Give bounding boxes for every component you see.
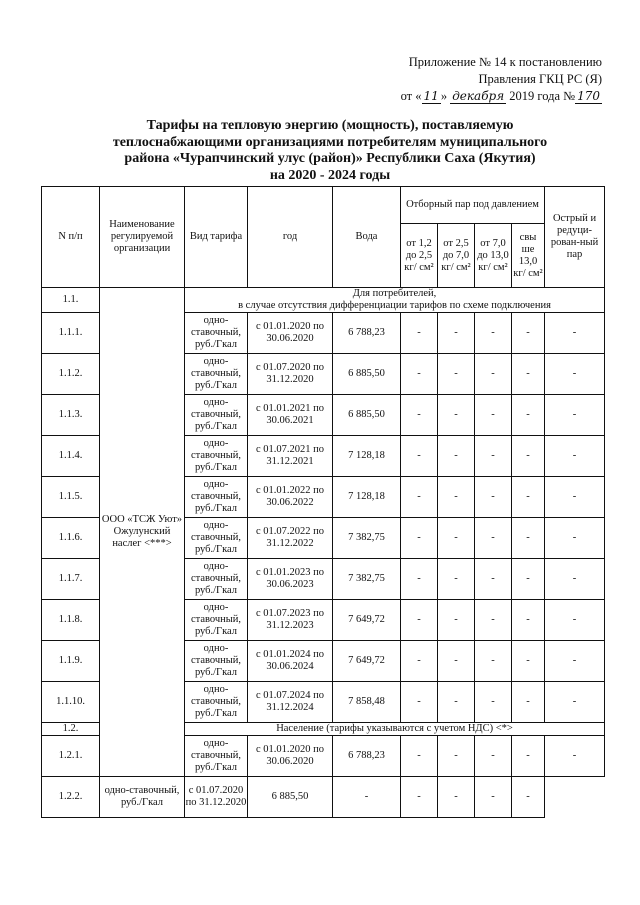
tariff-period: с 01.01.2022 по 30.06.2022	[248, 477, 333, 518]
header-pressure-1: от 1,2 до 2,5 кг/ см²	[401, 224, 438, 288]
tariff-period: с 01.07.2020 по 31.12.2020	[248, 354, 333, 395]
pressure-2-value: -	[401, 777, 438, 818]
pressure-1-value: -	[401, 354, 438, 395]
appendix-line-2: Правления ГКЦ РС (Я)	[478, 72, 602, 86]
section-row-1	[42, 288, 605, 313]
pressure-2-value: -	[438, 518, 475, 559]
title-line-2: теплоснабжающими организациями потребителям муниципального	[112, 134, 548, 150]
pressure-3-value: -	[475, 313, 512, 354]
pressure-2-value: -	[438, 313, 475, 354]
row-num: 1.1.1.	[42, 313, 100, 354]
section-title-line-2: в случае отсутствия дифференциации тарифов по схеме подключения	[238, 300, 551, 311]
pressure-4-value: -	[512, 518, 545, 559]
section-num: 1.1.	[42, 288, 100, 313]
water-tariff: 7 382,75	[333, 518, 401, 559]
row-num: 1.1.7.	[42, 559, 100, 600]
pressure-2-value: -	[438, 477, 475, 518]
acute-steam-value: -	[545, 682, 605, 723]
pressure-3-value: -	[475, 682, 512, 723]
pressure-2-value: -	[438, 395, 475, 436]
water-tariff: 7 858,48	[333, 682, 401, 723]
pressure-2-value: -	[438, 559, 475, 600]
acute-steam-value: -	[545, 477, 605, 518]
water-tariff: 7 128,18	[333, 436, 401, 477]
acute-steam-value: -	[545, 559, 605, 600]
pressure-3-value: -	[475, 641, 512, 682]
pressure-2-value: -	[438, 436, 475, 477]
row-num: 1.1.6.	[42, 518, 100, 559]
pressure-4-value: -	[512, 477, 545, 518]
pressure-2-value: -	[438, 736, 475, 777]
header-num: N п/п	[42, 187, 100, 288]
pressure-3-value: -	[475, 518, 512, 559]
appendix-date-line	[342, 88, 602, 105]
pressure-4-value: -	[512, 600, 545, 641]
pressure-3-value: -	[475, 600, 512, 641]
acute-steam-value: -	[545, 600, 605, 641]
pressure-4-value: -	[512, 395, 545, 436]
pressure-2-value: -	[438, 600, 475, 641]
pressure-3-value: -	[475, 559, 512, 600]
pressure-1-value: -	[401, 600, 438, 641]
title-line-1: Тарифы на тепловую энергию (мощность), поставляемую	[146, 118, 514, 133]
pressure-4-value: -	[512, 641, 545, 682]
tariff-type: одно-ставочный, руб./Гкал	[185, 395, 248, 436]
pressure-1-value: -	[401, 313, 438, 354]
tariff-period: с 01.01.2023 по 30.06.2023	[248, 559, 333, 600]
row-num: 1.1.9.	[42, 641, 100, 682]
pressure-4-value: -	[512, 682, 545, 723]
tariff-type: одно-ставочный, руб./Гкал	[185, 559, 248, 600]
header-pressure-3: от 7,0 до 13,0 кг/ см²	[475, 224, 512, 288]
header-year: год	[248, 187, 333, 288]
tariff-period: с 01.01.2020 по 30.06.2020	[248, 313, 333, 354]
header-tariff-type: Вид тарифа	[185, 187, 248, 288]
date-year: 2019 года №	[509, 89, 576, 103]
tariff-period: с 01.07.2020 по 31.12.2020	[185, 777, 248, 818]
appendix-line-1: Приложение № 14 к постановлению	[408, 55, 602, 69]
header-organization: Наименование регулируемой организации	[100, 187, 185, 288]
date-mid: »	[440, 89, 448, 103]
section-title-line-1: Для потребителей,	[352, 288, 437, 299]
header-steam-group: Отборный пар под давлением	[401, 187, 545, 224]
title-line-4: на 2020 - 2024 годы	[269, 167, 391, 183]
section-title	[185, 288, 605, 313]
pressure-3-value: -	[475, 436, 512, 477]
pressure-4-value: -	[512, 354, 545, 395]
pressure-2-value: -	[438, 354, 475, 395]
water-tariff: 6 788,23	[333, 736, 401, 777]
water-tariff: 7 382,75	[333, 559, 401, 600]
acute-steam-value: -	[545, 395, 605, 436]
row-num: 1.1.5.	[42, 477, 100, 518]
row-num: 1.2.2.	[42, 777, 100, 818]
date-prefix: от «	[400, 89, 422, 103]
acute-steam-value: -	[545, 436, 605, 477]
water-tariff: 6 885,50	[333, 354, 401, 395]
tariff-type: одно-ставочный, руб./Гкал	[185, 518, 248, 559]
pressure-4-value: -	[475, 777, 512, 818]
row-num: 1.1.3.	[42, 395, 100, 436]
acute-steam-value: -	[545, 518, 605, 559]
water-tariff: 7 649,72	[333, 600, 401, 641]
pressure-1-value: -	[401, 477, 438, 518]
tariff-type: одно-ставочный, руб./Гкал	[185, 436, 248, 477]
water-tariff: 7 128,18	[333, 477, 401, 518]
pressure-3-value: -	[475, 477, 512, 518]
tariff-type: одно-ставочный, руб./Гкал	[100, 777, 185, 818]
organization-cell: ООО «ТСЖ Уют» Ожулунский наслег <***>	[100, 288, 185, 777]
row-num: 1.1.10.	[42, 682, 100, 723]
acute-steam-value: -	[512, 777, 545, 818]
tariff-period: с 01.01.2024 по 30.06.2024	[248, 641, 333, 682]
section-num: 1.2.	[42, 723, 100, 736]
acute-steam-value: -	[545, 354, 605, 395]
tariff-type: одно-ставочный, руб./Гкал	[185, 477, 248, 518]
appendix-header	[342, 54, 602, 105]
water-tariff: 6 885,50	[248, 777, 333, 818]
pressure-3-value: -	[475, 354, 512, 395]
pressure-4-value: -	[512, 559, 545, 600]
pressure-2-value: -	[438, 641, 475, 682]
tariff-type: одно-ставочный, руб./Гкал	[185, 600, 248, 641]
acute-steam-value: -	[545, 641, 605, 682]
tariff-period: с 01.01.2020 по 30.06.2020	[248, 736, 333, 777]
row-num: 1.2.1.	[42, 736, 100, 777]
tariff-table	[41, 186, 605, 818]
acute-steam-value: -	[545, 313, 605, 354]
pressure-4-value: -	[512, 313, 545, 354]
tariff-type: одно-ставочный, руб./Гкал	[185, 354, 248, 395]
title-line-3: района «Чурапчинский улус (район)» Республики Саха (Якутия)	[124, 151, 536, 166]
tariff-period: с 01.07.2024 по 31.12.2024	[248, 682, 333, 723]
tariff-period: с 01.07.2021 по 31.12.2021	[248, 436, 333, 477]
water-tariff: 6 788,23	[333, 313, 401, 354]
pressure-4-value: -	[512, 436, 545, 477]
handwritten-day: 11	[423, 89, 439, 103]
pressure-3-value: -	[438, 777, 475, 818]
header-water: Вода	[333, 187, 401, 288]
header-pressure-2: от 2,5 до 7,0 кг/ см²	[438, 224, 475, 288]
pressure-4-value: -	[512, 736, 545, 777]
section-title: Население (тарифы указываются с учетом НДС) <*>	[185, 723, 605, 736]
header-pressure-4: свы ше 13,0 кг/ см²	[512, 224, 545, 288]
row-num: 1.1.8.	[42, 600, 100, 641]
water-tariff: 7 649,72	[333, 641, 401, 682]
row-num: 1.1.4.	[42, 436, 100, 477]
pressure-1-value: -	[401, 518, 438, 559]
table-row	[42, 777, 605, 818]
tariff-type: одно-ставочный, руб./Гкал	[185, 736, 248, 777]
tariff-type: одно-ставочный, руб./Гкал	[185, 682, 248, 723]
pressure-1-value: -	[401, 395, 438, 436]
header-acute-steam: Острый и редуци-рован-ный пар	[545, 187, 605, 288]
pressure-1-value: -	[333, 777, 401, 818]
pressure-1-value: -	[401, 559, 438, 600]
pressure-1-value: -	[401, 736, 438, 777]
row-num: 1.1.2.	[42, 354, 100, 395]
document-title	[60, 118, 600, 184]
handwritten-number: 170	[577, 89, 600, 103]
pressure-1-value: -	[401, 641, 438, 682]
pressure-3-value: -	[475, 736, 512, 777]
handwritten-month: декабря	[452, 89, 505, 103]
tariff-type: одно-ставочный, руб./Гкал	[185, 641, 248, 682]
tariff-period: с 01.01.2021 по 30.06.2021	[248, 395, 333, 436]
water-tariff: 6 885,50	[333, 395, 401, 436]
pressure-2-value: -	[438, 682, 475, 723]
tariff-period: с 01.07.2022 по 31.12.2022	[248, 518, 333, 559]
pressure-1-value: -	[401, 682, 438, 723]
tariff-type: одно-ставочный, руб./Гкал	[185, 313, 248, 354]
pressure-3-value: -	[475, 395, 512, 436]
acute-steam-value: -	[545, 736, 605, 777]
tariff-period: с 01.07.2023 по 31.12.2023	[248, 600, 333, 641]
table-body	[42, 288, 605, 818]
pressure-1-value: -	[401, 436, 438, 477]
